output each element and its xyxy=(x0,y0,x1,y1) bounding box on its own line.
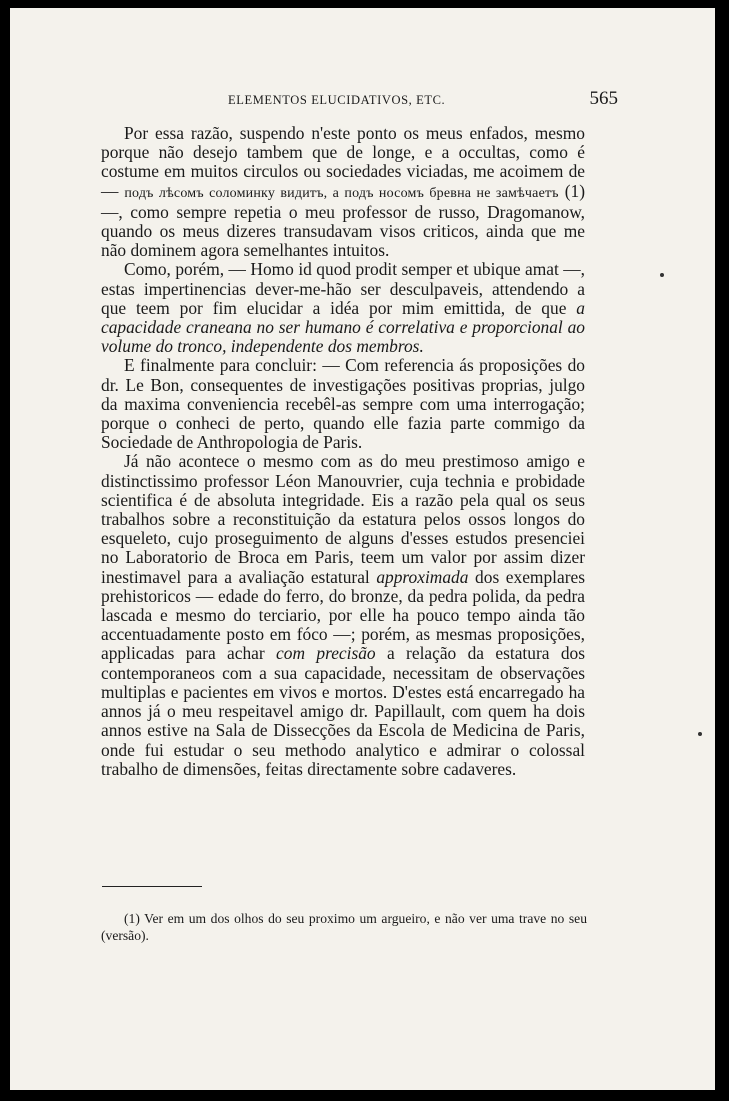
paragraph-4 xyxy=(101,452,585,778)
paragraph-4-italic-1: approximada xyxy=(376,566,469,587)
russian-proverb: подъ лѣсомъ соломинку видитъ, а подъ носомъ бревна не замѣчаетъ xyxy=(124,185,559,201)
paragraph-2-italic: a capacidade craneana no ser humano é correlativa e proporcional ao volume do tronco, independente dos membros. xyxy=(101,297,585,357)
paragraph-4-text-a: Já não acontece o mesmo com as do meu prestimoso amigo e distinctissimo professor Léon Manouvrier, cuja technia e probidade scientifica é de absoluta integridade. Eis a razão pela qual os seus trabalhos sobre a reconstituição da estatura pelos ossos longos do esqueleto, cujo proseguimento de alguns d'esses estudos presenciei no Laboratorio de Broca em Paris, teem um valor por assim dizer inestimavel para a avaliação estatural xyxy=(101,451,585,587)
page-number: 565 xyxy=(589,88,618,109)
paragraph-4-text-b: dos exemplares prehistoricos — edade do ferro, do bronze, da pedra polida, da pedra lascada e mesmo do terciario, por elle ha pouco tempo ainda tão accentuadamente posto em fóco —; porém, as mesmas proposições, applicadas para achar xyxy=(101,566,585,664)
running-title: ELEMENTOS ELUCIDATIVOS, ETC. xyxy=(228,93,446,107)
paragraph-2-text: Como, porém, — Homo id quod prodit semper et ubique amat —, estas impertinencias dever-me-hão ser desculpaveis, attendendo a que teem por fim elucidar a idéa por mim emittida, de que xyxy=(101,259,585,318)
page-header xyxy=(228,88,618,112)
paragraph-2 xyxy=(101,260,585,356)
paragraph-3: E finalmente para concluir: — Com referencia ás proposições do dr. Le Bon, consequentes de investigações positivas proprias, julgo da maxima conveniencia recebêl-as sempre com uma interrogação; porque o conheci de perto, quando elle fazia parte commigo da Sociedade de Anthropologia de Paris. xyxy=(101,355,585,453)
paragraph-4-text-c: a relação da estatura dos contemporaneos com a sua capacidade, necessitam de observações multiplas e pacientes em vivos e mortos. D'estes está encarregado ha annos já o meu respeitavel amigo dr. Papillault, com quem ha dois annos estive na Sala de Dissecções da Escola de Medicina de Paris, onde fui estudar o seu methodo analytico e admirar o colossal trabalho de dimensões, feitas directamente sobre cadaveres. xyxy=(101,643,585,779)
footnote-rule xyxy=(102,886,202,887)
footnote: (1) Ver em um dos olhos do seu proximo um argueiro, e não ver uma trave no seu (versão). xyxy=(101,911,587,943)
paragraph-4-italic-2: com precisão xyxy=(276,643,376,664)
paragraph-1 xyxy=(101,124,585,260)
paper-speck xyxy=(698,732,702,736)
main-text xyxy=(101,124,585,779)
paper-speck xyxy=(660,273,664,277)
paragraph-1-text-b: (1) —, como sempre repetia o meu professor de russo, Dragomanow, quando os meus dizeres transudavam visos criticos, ainda que me não dominem agora semelhantes intuitos. xyxy=(101,180,585,261)
book-page xyxy=(10,8,715,1090)
paragraph-1-text-a: Por essa razão, suspendo n'este ponto os meus enfados, mesmo porque não desejo tambem que de longe, e a occultas, como é costume em muitos circulos ou sociedades viciadas, me acoimem de — xyxy=(101,123,585,201)
